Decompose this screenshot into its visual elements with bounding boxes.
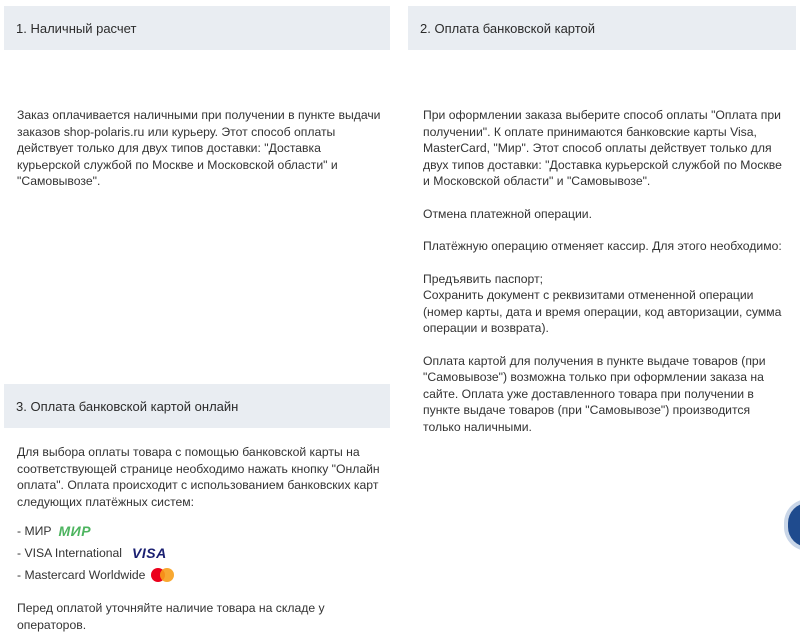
cash-payment-text: Заказ оплачивается наличными при получении в пункте выдачи заказов shop-polaris.ru или курьеру. Этот способ оплаты действует только для двух типов доставки: "Доставка курьерской службой по Москве и Московской области" и "Самовывозе". (17, 108, 381, 188)
payment-system-label: - МИР (17, 523, 52, 538)
online-payment-body (4, 428, 390, 633)
cash-payment-panel (4, 6, 390, 190)
card-payment-paragraph-1: При оформлении заказа выберите способ оплаты "Оплата при получении". К оплате принимаются банковские карты Visa, MasterCard, "Мир". Этот способ оплаты действует только для двух типов доставки: "Доставка курьерской службой по Москве и Московской области" и "Самовывозе". (423, 108, 782, 188)
online-payment-title: 3. Оплата банковской картой онлайн (16, 398, 239, 414)
card-payment-header (408, 6, 796, 50)
card-cancel-text: Платёжную операцию отменяет кассир. Для этого необходимо: (423, 239, 782, 253)
online-payment-header (4, 384, 390, 428)
card-payment-title: 2. Оплата банковской картой (420, 20, 596, 36)
online-payment-intro: Для выбора оплаты товара с помощью банковской карты на соответствующей странице необходимо нажать кнопку "Онлайн оплата". Оплата происходит с использованием банковских карт следующих платёжных систем: (17, 445, 380, 509)
payment-system-label: - Mastercard Worldwide (17, 567, 146, 582)
mastercard-logo-icon (151, 567, 175, 583)
mir-logo-icon: МИР (58, 522, 92, 539)
card-cancel-step-2: Сохранить документ с реквизитами отмененной операции (номер карты, дата и время операции, код авторизации, сумма операции и возврата). (423, 288, 782, 335)
payment-system-visa (17, 542, 382, 564)
online-payment-note: Перед оплатой уточняйте наличие товара на складе у операторов. (17, 601, 325, 632)
payment-system-mir (17, 520, 382, 542)
card-cancel-step-1: Предъявить паспорт; (423, 271, 544, 286)
online-payment-panel (4, 384, 390, 633)
payment-system-mastercard (17, 564, 382, 586)
card-cancel-heading: Отмена платежной операции. (423, 206, 592, 221)
visa-logo-icon: VISA (132, 544, 167, 561)
chat-widget-icon[interactable] (788, 503, 800, 547)
card-payment-body (408, 50, 796, 435)
cash-payment-header (4, 6, 390, 50)
card-pickup-note: Оплата картой для получения в пункте выдаче товаров (при "Самовывозе") возможна только при оформлении заказа на сайте. Оплата уже доставленного товара при получении в пункте выдаче товаров (при "Самовывозе") производится только наличными. (423, 353, 766, 434)
card-payment-panel (408, 6, 796, 435)
payment-system-label: - VISA International (17, 545, 123, 560)
cash-payment-title: 1. Наличный расчет (16, 20, 137, 36)
cash-payment-body (4, 50, 390, 190)
